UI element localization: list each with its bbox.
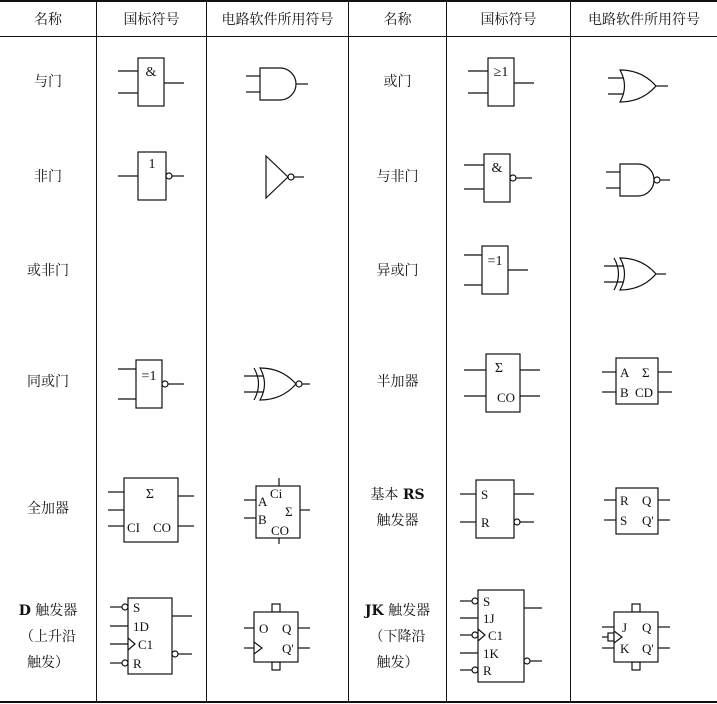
header-software-symbol-right: 电路软件所用符号 — [588, 11, 700, 28]
svg-text:C1: C1 — [138, 637, 154, 652]
svg-text:Q': Q' — [642, 513, 654, 528]
name-text: D 触发器 — [18, 603, 78, 619]
header-software-symbol-left: 电路软件所用符号 — [221, 11, 334, 28]
name-text: 异或门 — [376, 263, 419, 279]
svg-text:CO: CO — [153, 520, 172, 535]
header-name-left: 名称 — [34, 11, 62, 28]
svg-text:1K: 1K — [483, 646, 499, 661]
name-text: 触发器 — [376, 513, 419, 529]
svg-text:1: 1 — [148, 157, 156, 172]
name-nand-gate — [349, 155, 446, 199]
nand-gate-software-symbol — [600, 158, 680, 202]
name-xnor-gate — [0, 360, 96, 404]
svg-text:C1: C1 — [488, 628, 504, 643]
svg-text:A: A — [620, 365, 630, 380]
nand-gate-gb-symbol — [458, 150, 542, 206]
xnor-gate-gb-symbol — [112, 356, 192, 412]
name-full-adder — [0, 487, 96, 531]
and-gate-software-symbol — [240, 62, 320, 106]
svg-text:K: K — [620, 641, 630, 656]
name-not-gate — [0, 155, 96, 199]
svg-text:CO: CO — [496, 390, 516, 405]
svg-text:=1: =1 — [487, 254, 503, 269]
svg-text:R: R — [483, 663, 492, 678]
rs-flipflop-gb-symbol — [458, 476, 542, 542]
xor-gate-software-symbol — [600, 252, 680, 296]
svg-text:J: J — [622, 620, 628, 635]
svg-text:1J: 1J — [483, 611, 495, 626]
svg-text:Q': Q' — [282, 641, 294, 656]
name-text: JK 触发器 — [364, 603, 431, 619]
svg-text:Σ: Σ — [642, 365, 650, 380]
svg-text:=1: =1 — [141, 369, 157, 384]
d-flipflop-software-symbol — [242, 602, 314, 672]
svg-text:Q: Q — [282, 621, 292, 636]
svg-text:O: O — [259, 621, 269, 636]
svg-text:S: S — [483, 594, 491, 609]
column-divider — [96, 0, 97, 703]
name-text: （上升沿 — [20, 629, 76, 645]
name-rs-flipflop — [349, 480, 446, 536]
column-divider — [570, 0, 571, 703]
name-text: 半加器 — [376, 374, 419, 390]
svg-text:&: & — [491, 161, 503, 176]
header-gb-symbol-right: 国标符号 — [480, 11, 537, 28]
name-or-gate — [349, 60, 446, 104]
half-adder-software-symbol — [600, 352, 680, 410]
xor-gate-gb-symbol — [458, 242, 542, 298]
svg-text:Σ: Σ — [285, 504, 293, 519]
svg-text:CO: CO — [271, 523, 290, 538]
svg-text:CD: CD — [635, 385, 654, 400]
svg-text:Q': Q' — [642, 641, 654, 656]
d-flipflop-gb-symbol — [104, 594, 200, 678]
not-gate-software-symbol — [246, 152, 310, 202]
svg-text:S: S — [133, 600, 141, 615]
name-text: 全加器 — [27, 501, 69, 517]
xnor-gate-software-symbol — [240, 362, 320, 406]
svg-text:Σ: Σ — [145, 487, 155, 502]
or-gate-software-symbol — [602, 64, 682, 108]
header-gb-symbol-left: 国标符号 — [123, 11, 180, 28]
svg-text:Q: Q — [642, 620, 652, 635]
svg-text:A: A — [258, 494, 268, 509]
name-xor-gate — [349, 249, 446, 293]
name-text: 或门 — [383, 74, 412, 90]
name-text: 或非门 — [27, 263, 69, 279]
svg-text:&: & — [145, 65, 157, 80]
svg-text:1D: 1D — [133, 619, 149, 634]
name-text: （下降沿 — [369, 629, 426, 645]
name-text: 基本 RS — [370, 487, 425, 503]
name-text: 触发） — [376, 655, 419, 671]
svg-text:Ci: Ci — [270, 486, 283, 501]
name-nor-gate — [0, 249, 96, 293]
name-text: 同或门 — [27, 374, 69, 390]
name-half-adder — [349, 360, 446, 404]
full-adder-software-symbol — [242, 476, 312, 546]
rs-flipflop-software-symbol — [602, 482, 678, 540]
svg-text:CI: CI — [127, 520, 140, 535]
svg-text:B: B — [620, 385, 629, 400]
not-gate-gb-symbol — [112, 148, 192, 204]
column-divider — [206, 0, 207, 703]
svg-text:R: R — [481, 515, 490, 530]
full-adder-gb-symbol — [106, 474, 200, 546]
name-text: 与非门 — [376, 169, 419, 185]
table-bottom-rule — [0, 701, 717, 703]
and-gate-gb-symbol — [112, 54, 192, 110]
name-jk-flipflop — [349, 597, 446, 677]
jk-flipflop-gb-symbol — [458, 588, 548, 684]
svg-text:R: R — [133, 656, 142, 671]
name-text: 非门 — [34, 169, 62, 185]
svg-text:B: B — [258, 512, 267, 527]
name-d-flipflop — [0, 597, 96, 677]
name-and-gate — [0, 60, 96, 104]
svg-text:S: S — [481, 487, 489, 502]
svg-text:R: R — [620, 493, 629, 508]
svg-text:S: S — [620, 513, 628, 528]
jk-flipflop-software-symbol — [600, 602, 676, 672]
column-divider — [446, 0, 447, 703]
svg-text:Q: Q — [642, 493, 652, 508]
svg-text:≥1: ≥1 — [493, 65, 509, 80]
header-name-right: 名称 — [383, 11, 412, 28]
or-gate-gb-symbol — [462, 54, 542, 110]
half-adder-gb-symbol — [462, 350, 546, 416]
name-text: 与门 — [34, 74, 62, 90]
name-text: 触发） — [27, 655, 69, 671]
svg-text:Σ: Σ — [494, 361, 504, 376]
